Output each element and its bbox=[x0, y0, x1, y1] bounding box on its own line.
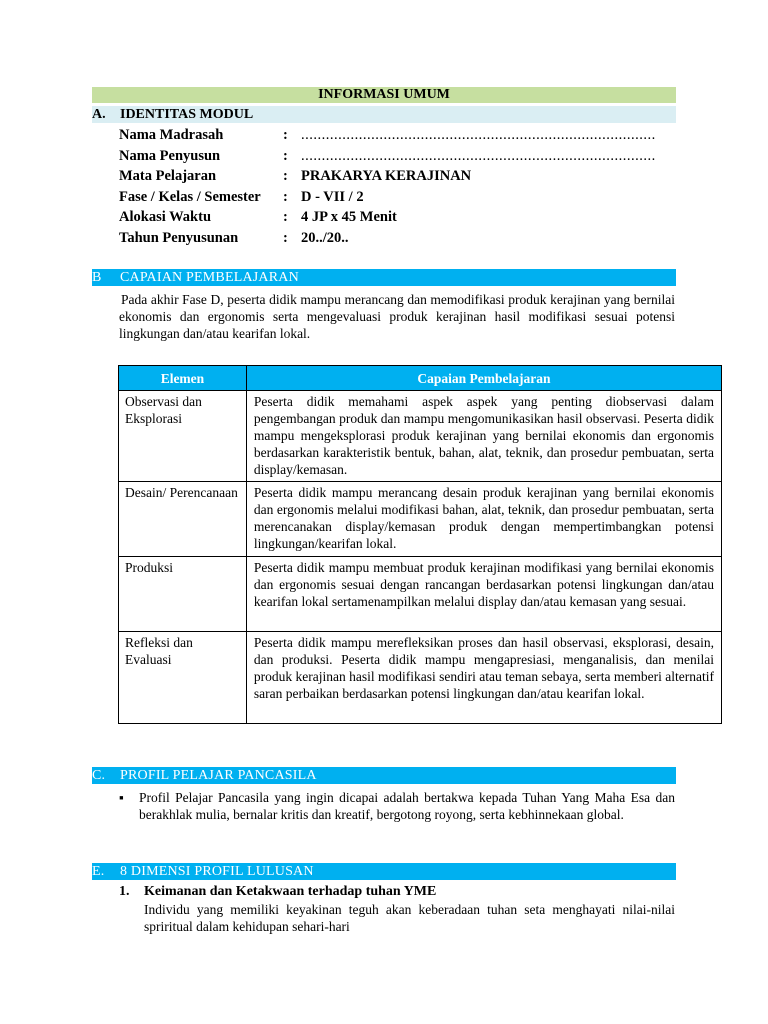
capaian-cell: Peserta didik mampu merancang desain produk kerajinan yang bernilai ekonomis dan ergonomis melalui modifikasi bahan, alat, teknik, dan prosedur pembuatan, serta merencanakan display/kemasan produk dengan mempertimbangkan potensi lingkungan/kearifan lokal. bbox=[246, 482, 721, 557]
section-b-heading bbox=[92, 269, 676, 286]
capaian-table bbox=[118, 365, 722, 724]
column-header-elemen: Elemen bbox=[119, 366, 247, 391]
section-c-bullet-text: Profil Pelajar Pancasila yang ingin dicapai adalah bertakwa kepada Tuhan Yang Maha Esa dan berakhlak mulia, bernalar kritis dan kreatif, bergotong royong, serta kebhinnekaan global. bbox=[139, 790, 675, 822]
capaian-cell: Peserta didik mampu membuat produk kerajinan modifikasi yang bernilai ekonomis dan ergonomis sesuai dengan rancangan berdasarkan potensi lingkungan dan/atau kearifan lokal sertamenampilkan melalui display dan/atau kemasan yang sesuai. bbox=[246, 557, 721, 632]
identity-row-tahun bbox=[0, 228, 768, 248]
section-b-title: CAPAIAN PEMBELAJARAN bbox=[120, 270, 299, 285]
dimension-text: Individu yang memiliki keyakinan teguh akan keberadaan tuhan seta menghayati nilai-nilai spriritual dalam kehidupan sehari-hari bbox=[144, 902, 675, 934]
dimension-title: Keimanan dan Ketakwaan terhadap tuhan YME bbox=[144, 884, 437, 899]
identity-row-mapel bbox=[0, 166, 768, 186]
identity-colon: : bbox=[283, 148, 288, 164]
identity-colon: : bbox=[283, 230, 288, 246]
elemen-cell: Desain/ Perencanaan bbox=[119, 482, 247, 557]
section-a-title: IDENTITAS MODUL bbox=[120, 107, 254, 122]
section-c-heading bbox=[92, 767, 676, 784]
section-e-heading bbox=[92, 863, 676, 880]
section-b-intro: Pada akhir Fase D, peserta didik mampu merancang dan memodifikasi produk kerajinan yang bernilai ekonomis dan ergonomis serta mengevaluasi produk kerajinan hasil modifikasi sesuai potensi lingkungan dan/atau kearifan lokal. bbox=[119, 292, 675, 341]
elemen-cell: Produksi bbox=[119, 557, 247, 632]
identity-label: Mata Pelajaran bbox=[119, 168, 217, 184]
identity-row-alokasi bbox=[0, 207, 768, 227]
elemen-cell: Observasi dan Eksplorasi bbox=[119, 391, 247, 482]
section-b-letter: B bbox=[92, 270, 102, 285]
identity-colon: : bbox=[283, 209, 288, 225]
identity-row-penyusun bbox=[0, 146, 768, 166]
section-e-letter: E. bbox=[92, 864, 105, 879]
table-row bbox=[119, 391, 722, 482]
identity-value: 4 JP x 45 Menit bbox=[301, 209, 397, 225]
identity-colon: : bbox=[283, 168, 288, 184]
capaian-cell: Peserta didik memahami aspek aspek yang penting diobservasi dalam pengembangan produk dan mampu mengomunikasikan hasil observasi. Peserta didik mampu mengeksplorasi produk kerajinan yang bernilai ekonomis dan ergonomis berdasarkan karakteristik bentuk, bahan, alat, teknik, dan prosedur pembuatan, serta display/kemasan. bbox=[246, 391, 721, 482]
identity-value: ...................................................................................... bbox=[301, 148, 656, 164]
identity-label: Alokasi Waktu bbox=[119, 209, 212, 225]
identity-row-madrasah bbox=[0, 125, 768, 145]
section-c-title: PROFIL PELAJAR PANCASILA bbox=[120, 768, 317, 783]
column-header-capaian: Capaian Pembelajaran bbox=[246, 366, 721, 391]
identity-colon: : bbox=[283, 127, 288, 143]
identity-label: Fase / Kelas / Semester bbox=[119, 189, 261, 205]
identity-value: D - VII / 2 bbox=[301, 189, 364, 205]
identity-label: Nama Madrasah bbox=[119, 127, 224, 143]
section-e-title: 8 DIMENSI PROFIL LULUSAN bbox=[120, 864, 314, 879]
table-row bbox=[119, 557, 722, 632]
capaian-cell: Peserta didik mampu merefleksikan proses dan hasil observasi, eksplorasi, desain, dan produksi. Peserta didik mampu mengapresiasi, menganalisis, dan menilai produk kerajinan hasil modifikasi sendiri atau teman sebaya, serta memberi alternatif saran perbaikan berdasarkan potensi lingkungan dan/atau kearifan lokal. bbox=[246, 632, 721, 724]
identity-colon: : bbox=[283, 189, 288, 205]
table-row bbox=[119, 632, 722, 724]
identity-value: 20../20.. bbox=[301, 230, 349, 246]
identity-label: Nama Penyusun bbox=[119, 148, 221, 164]
elemen-cell: Refleksi dan Evaluasi bbox=[119, 632, 247, 724]
square-bullet-icon: ▪ bbox=[119, 790, 124, 805]
identity-row-fase bbox=[0, 187, 768, 207]
dimension-number: 1. bbox=[119, 884, 130, 899]
section-c-letter: C. bbox=[92, 768, 106, 783]
section-a-letter: A. bbox=[92, 107, 106, 122]
info-umum-header: INFORMASI UMUM bbox=[92, 87, 676, 103]
table-row bbox=[119, 482, 722, 557]
table-header-row bbox=[119, 366, 722, 391]
section-a-heading bbox=[92, 106, 676, 123]
identity-label: Tahun Penyusunan bbox=[119, 230, 239, 246]
identity-value: ...................................................................................... bbox=[301, 127, 656, 143]
identity-value: PRAKARYA KERAJINAN bbox=[301, 168, 472, 184]
